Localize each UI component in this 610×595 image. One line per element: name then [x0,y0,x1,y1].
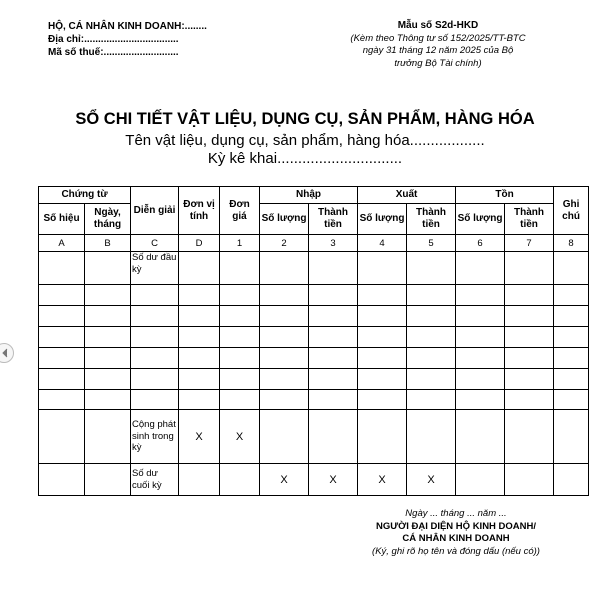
x-mark: X [179,410,220,464]
column-code: B [85,235,131,252]
x-mark: X [309,464,358,496]
closing-balance-label: Số dư cuối kỳ [131,464,179,496]
column-code: 2 [260,235,309,252]
out-amount-header: Thành tiền [407,204,456,235]
column-code: 7 [505,235,554,252]
out-group-header: Xuất [358,187,456,204]
column-code: 1 [220,235,260,252]
x-mark: X [260,464,309,496]
column-code: A [39,235,85,252]
ledger-table [38,186,589,496]
x-mark: X [407,464,456,496]
opening-balance-label: Số dư đầu kỳ [131,252,179,285]
x-mark: X [220,410,260,464]
voucher-group-header: Chứng từ [39,187,131,204]
balance-amount-header: Thành tiền [505,204,554,235]
sign-note: (Ký, ghi rõ họ tên và đóng dấu (nếu có)) [372,545,540,557]
column-code: 4 [358,235,407,252]
unit-header: Đơn vị tính [179,187,220,235]
form-note: (Kèm theo Thông tư số 152/2025/TT-BTC ngày 31 tháng 12 năm 2025 của Bộ trưởng Bộ Tài chính) [350,32,526,69]
column-code: 5 [407,235,456,252]
in-group-header: Nhập [260,187,358,204]
column-code: 8 [554,235,589,252]
balance-qty-header: Số lượng [456,204,505,235]
column-code: 6 [456,235,505,252]
voucher-date-header: Ngày, tháng [85,204,131,235]
date-line: Ngày ... tháng ... năm ... [405,508,507,519]
chevron-left-icon [1,348,9,358]
table-row [39,306,589,327]
unit-price-header: Đơn giá [220,187,260,235]
form-reference [348,20,528,70]
signer-title-2: CÁ NHÂN KINH DOANH [402,533,510,544]
balance-group-header: Tồn [456,187,554,204]
opening-balance-row [39,252,589,285]
signer-title-1: NGƯỜI ĐẠI DIỆN HỘ KINH DOANH/ [375,520,537,532]
out-qty-header: Số lượng [358,204,407,235]
table-row [39,348,589,369]
in-qty-header: Số lượng [260,204,309,235]
table-row [39,369,589,390]
period-line: Kỳ kê khai.............................. [207,150,403,167]
period-total-label: Cộng phát sinh trong kỳ [131,410,179,464]
table-row [39,285,589,306]
period-total-row [39,410,589,464]
voucher-number-header: Số hiệu [39,204,85,235]
x-mark: X [358,464,407,496]
column-code: D [179,235,220,252]
signature-block [356,508,556,558]
column-code-row [39,235,589,252]
address-line: Địa chỉ:.................................. [48,34,179,45]
form-number: Mẫu số S2d-HKD [397,20,479,31]
column-code: C [131,235,179,252]
closing-balance-row [39,464,589,496]
in-amount-header: Thành tiền [309,204,358,235]
column-code: 3 [309,235,358,252]
business-name-line: HỘ, CÁ NHÂN KINH DOANH:........ [48,21,207,32]
table-row [39,327,589,348]
table-row [39,390,589,410]
tax-code-line: Mã số thuế:........................... [48,47,179,58]
side-collapse-handle[interactable] [0,343,14,363]
page-title: SỔ CHI TIẾT VẬT LIỆU, DỤNG CỤ, SẢN PHẨM, HÀNG HÓA [75,110,535,128]
description-header: Diễn giải [131,187,179,235]
item-name-line: Tên vật liệu, dụng cụ, sản phẩm, hàng hóa.................. [125,132,485,149]
note-header: Ghi chú [554,187,589,235]
business-info [48,20,207,59]
